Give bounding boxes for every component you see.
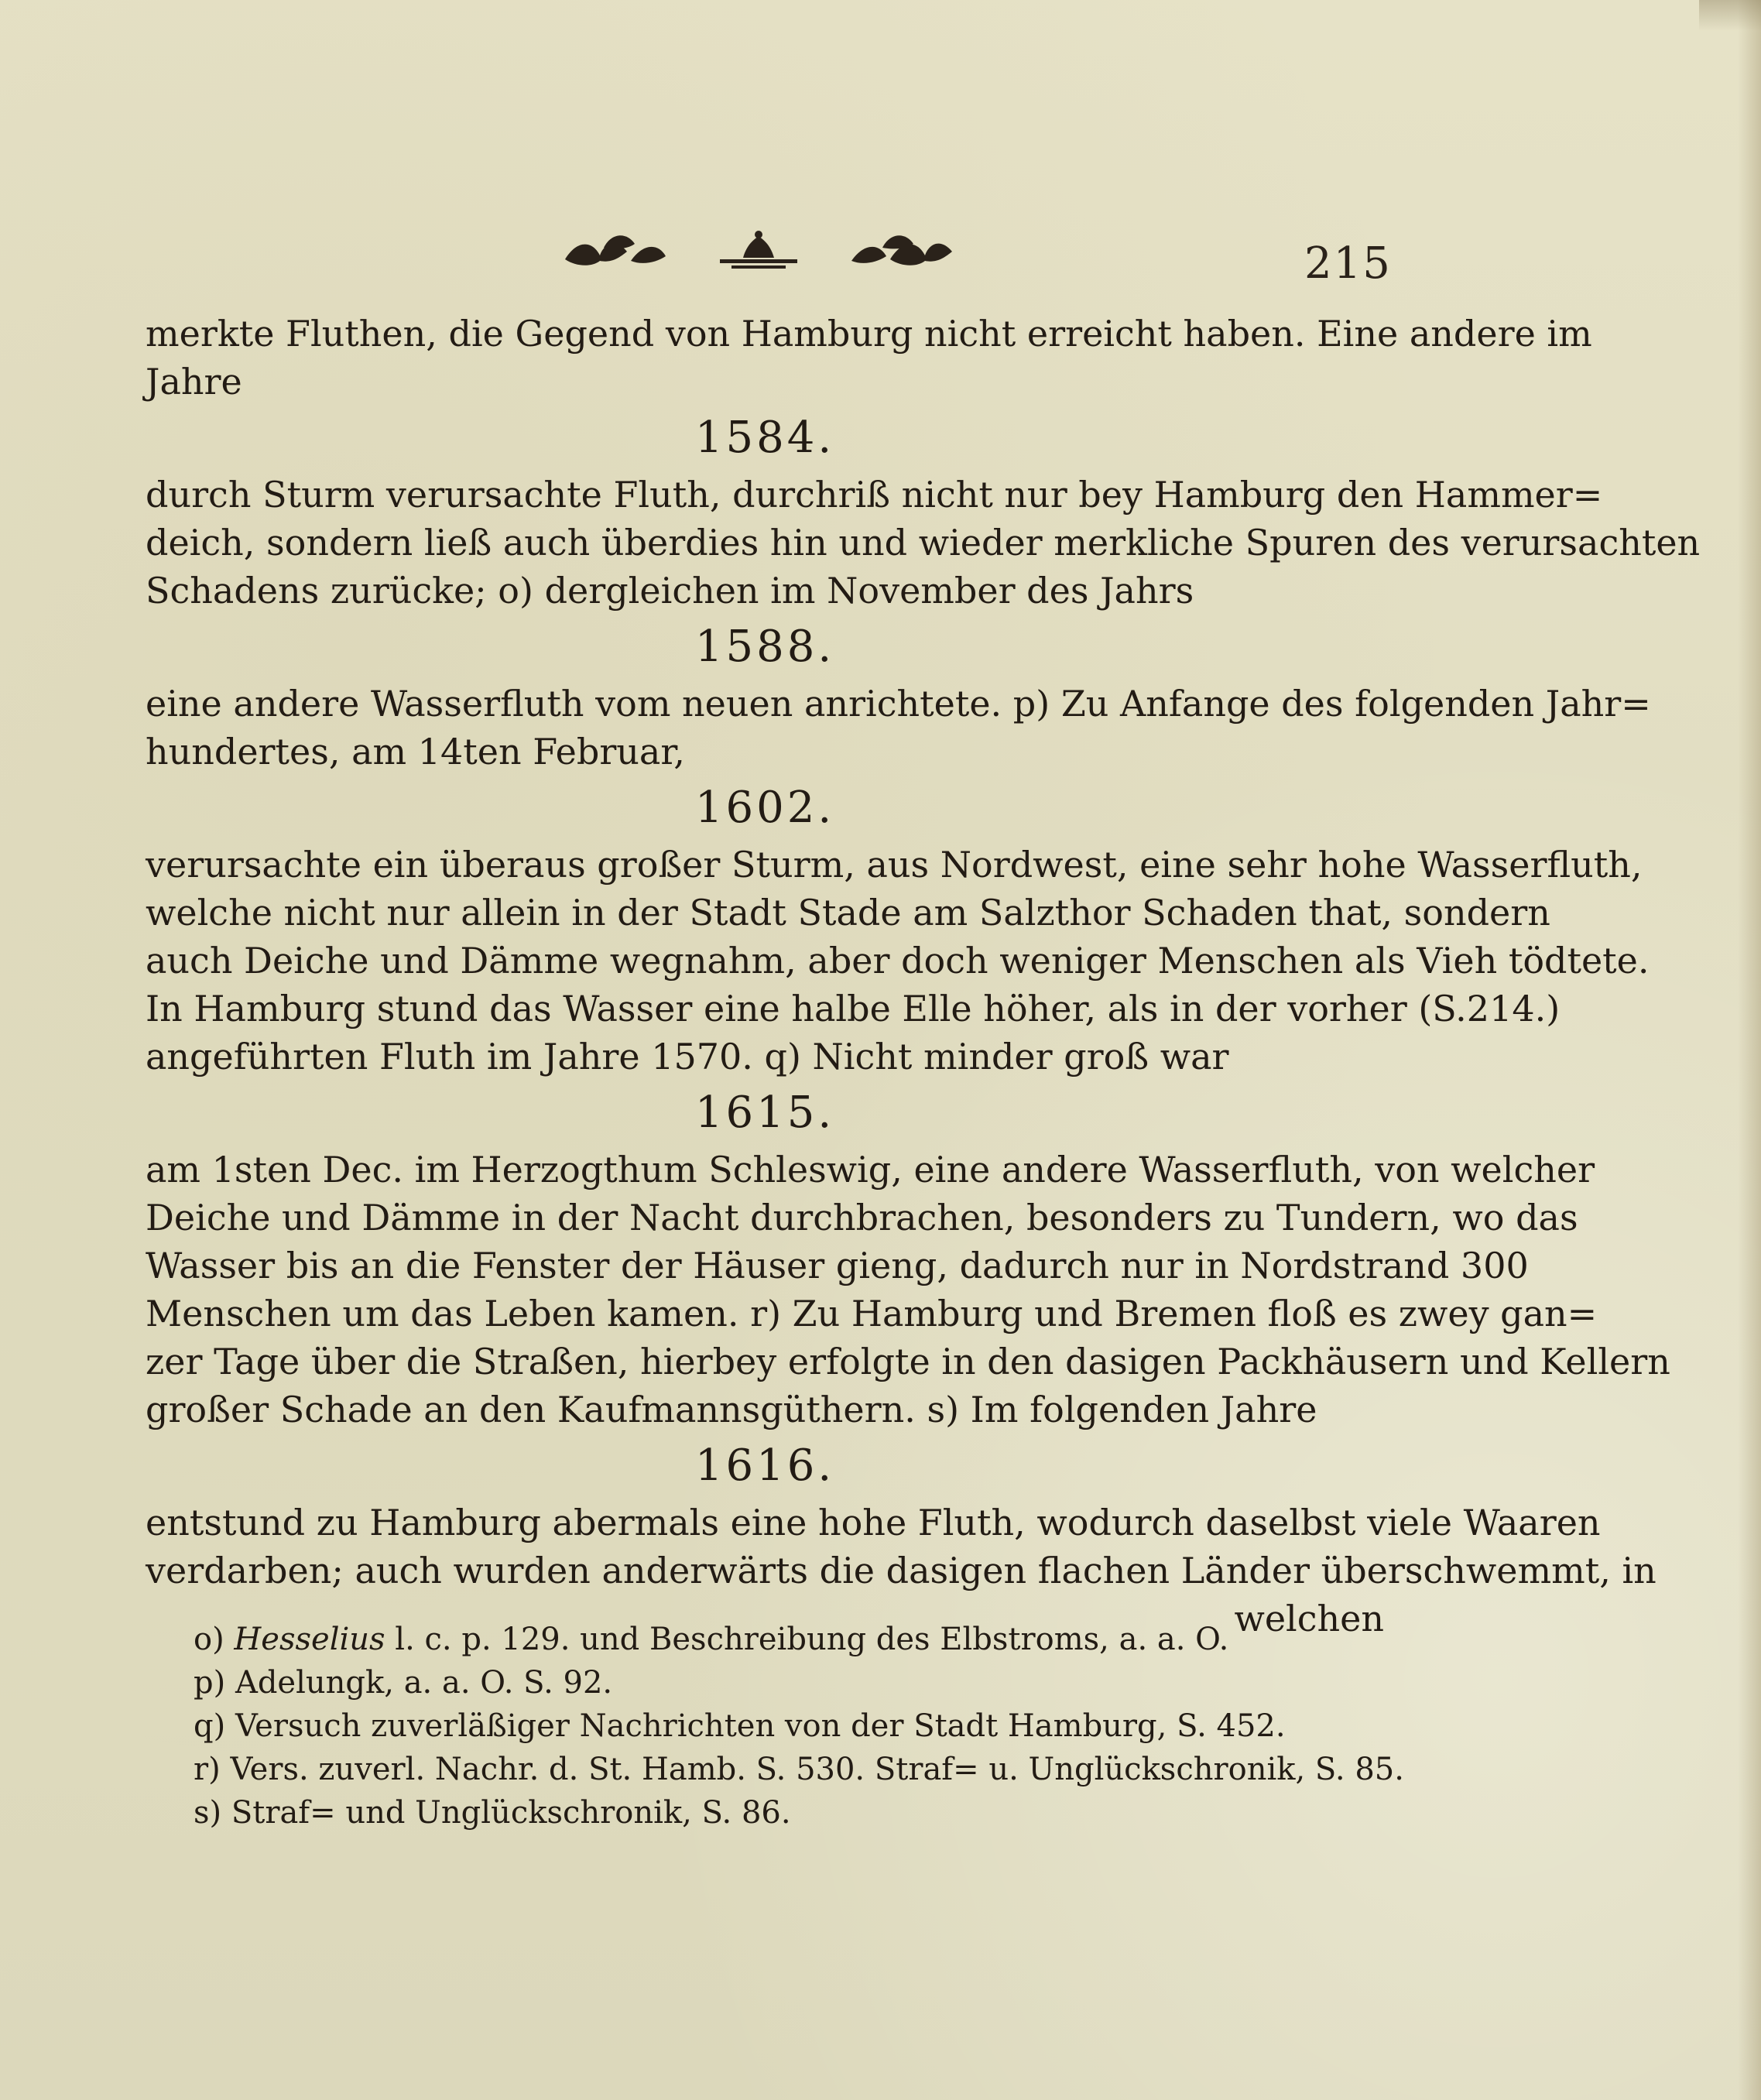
text-line: Deiche und Dämme in der Nacht durchbrachen, besonders zu Tundern, wo das: [146, 1197, 1578, 1238]
text-line: merkte Fluthen, die Gegend von Hamburg nicht erreicht haben. Eine andere im: [146, 313, 1592, 355]
footnote-marker: p): [194, 1665, 226, 1701]
year-heading: 1602.: [694, 783, 835, 833]
footnote: [194, 1661, 1355, 1704]
text-line: durch Sturm verursachte Fluth, durchriß nicht nur bey Hamburg den Hammer=: [146, 474, 1603, 516]
footnote-marker: s): [194, 1795, 222, 1831]
text-line: welche nicht nur allein in der Stadt Stade am Salzthor Schaden that, sondern: [146, 892, 1550, 934]
text-line: In Hamburg stund das Wasser eine halbe Elle höher, als in der vorher (S.214.): [146, 988, 1561, 1029]
footnote: [194, 1618, 1355, 1661]
footnote-text: Vers. zuverl. Nachr. d. St. Hamb. S. 530. Straf= u. Unglückschronik, S. 85.: [230, 1752, 1404, 1787]
text-line: Jahre: [146, 361, 242, 403]
footnote-marker: o): [194, 1622, 224, 1657]
footnote-text: Versuch zuverläßiger Nachrichten von der Stadt Hamburg, S. 452.: [235, 1708, 1286, 1744]
footnote-text: Adelungk, a. a. O. S. 92.: [235, 1665, 613, 1701]
text-line: entstund zu Hamburg abermals eine hohe Fluth, wodurch daselbst viele Waaren: [146, 1502, 1601, 1543]
year-heading: 1584.: [694, 413, 835, 463]
year-heading: 1615.: [694, 1088, 835, 1138]
text-line: Wasser bis an die Fenster der Häuser gieng, dadurch nur in Nordstrand 300: [146, 1245, 1529, 1286]
page-corner-shadow: [1699, 0, 1761, 31]
page-number: 215: [1304, 238, 1392, 289]
footnote-marker: r): [194, 1752, 221, 1787]
text-line: eine andere Wasserfluth vom neuen anrichtete. p) Zu Anfange des folgenden Jahr=: [146, 683, 1651, 725]
footnote: [194, 1704, 1355, 1748]
text-line: welchen: [1234, 1598, 1384, 1639]
text-line: am 1sten Dec. im Herzogthum Schleswig, eine andere Wasserfluth, von welcher: [146, 1149, 1595, 1190]
text-line: auch Deiche und Dämme wegnahm, aber doch weniger Menschen als Vieh tödtete.: [146, 940, 1650, 981]
text-line: Menschen um das Leben kamen. r) Zu Hamburg und Bremen floß es zwey gan=: [146, 1293, 1598, 1334]
text-line: verursachte ein überaus großer Sturm, aus Nordwest, eine sehr hohe Wasserfluth,: [146, 844, 1643, 886]
year-heading: 1588.: [694, 622, 835, 672]
footnote-marker: q): [194, 1708, 226, 1744]
text-line: angeführten Fluth im Jahre 1570. q) Nicht minder groß war: [146, 1036, 1229, 1077]
footnote-text: l. c. p. 129. und Beschreibung des Elbstroms, a. a. O.: [385, 1622, 1229, 1657]
footnote-text: Straf= und Unglückschronik, S. 86.: [231, 1795, 791, 1831]
text-line: großer Schade an den Kaufmannsgüthern. s) Im folgenden Jahre: [146, 1389, 1317, 1430]
page-edge-shadow: [1738, 0, 1761, 2100]
header-ornament-icon: [557, 228, 960, 275]
year-heading: 1616.: [694, 1441, 835, 1491]
footnote-author: Hesselius: [234, 1622, 385, 1657]
text-line: deich, sondern ließ auch überdies hin und wieder merkliche Spuren des verursachten: [146, 522, 1701, 564]
text-line: verdarben; auch wurden anderwärts die dasigen flachen Länder überschwemmt, in: [146, 1550, 1657, 1591]
text-line: Schadens zurücke; o) dergleichen im November des Jahrs: [146, 570, 1194, 612]
text-line: hundertes, am 14ten Februar,: [146, 731, 685, 773]
footnote: [194, 1748, 1404, 1791]
body-text: [146, 310, 1701, 1643]
footnote: [194, 1791, 1355, 1835]
text-line: zer Tage über die Straßen, hierbey erfolgte in den dasigen Packhäusern und Kellern: [146, 1341, 1670, 1382]
